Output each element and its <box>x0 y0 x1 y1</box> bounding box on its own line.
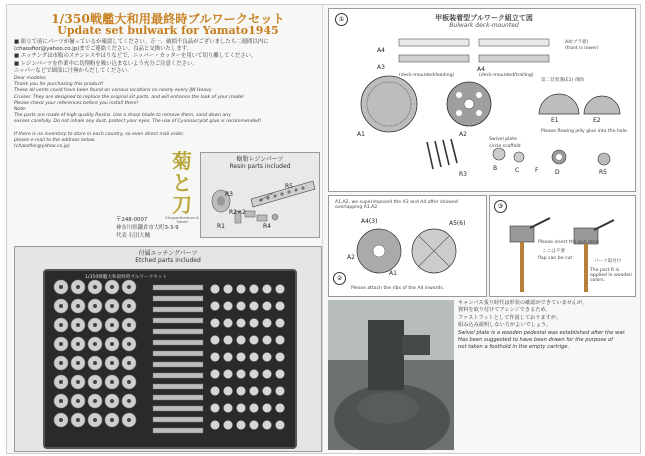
fret-part <box>263 404 272 413</box>
fret-part <box>110 380 114 384</box>
fret-part <box>110 323 114 327</box>
fret-part <box>110 342 114 346</box>
jp-note-line: ニッパーなどで細部に汁無からだしてください。 <box>14 67 133 74</box>
final-note-jp: 資料を取り付けてアレンジできるため、 <box>458 307 551 314</box>
final-note-en: Swivel plate is a wooden pedestal was established after the war. <box>458 329 626 336</box>
fret-part <box>153 351 203 356</box>
fret-part <box>127 304 131 308</box>
representative: 代表 石田大輔 <box>116 233 151 239</box>
en-note-line: If there is no inventory to store in each country, so even direct mail order, <box>14 131 185 137</box>
fret-part <box>127 342 131 346</box>
fret-part <box>224 302 233 311</box>
part-label: A4 <box>477 66 485 73</box>
fret-part <box>237 387 246 396</box>
part-label: F <box>535 167 539 174</box>
fret-part <box>211 353 220 362</box>
fret-part <box>153 417 203 422</box>
fret-part <box>237 404 246 413</box>
part-label: E1 <box>551 117 559 124</box>
fret-part <box>76 285 80 289</box>
en-note-line: Please check your references before you install them! <box>14 100 139 106</box>
fret-part <box>276 387 285 396</box>
fret-part <box>276 421 285 430</box>
fret-part <box>263 302 272 311</box>
fret-parts-illustration <box>45 271 295 447</box>
english-notes <box>14 76 314 150</box>
fret-part <box>237 353 246 362</box>
panel-note: (deck-mounted/leading) <box>399 73 455 78</box>
address-line: 神奈川県鎌倉市大町3-3-9 <box>116 225 179 231</box>
fret-part <box>59 399 63 403</box>
part-label: A4 <box>377 47 385 54</box>
part-label: B <box>493 165 498 172</box>
panel-note: A1,A2, we superimposed the A3 and A4 after showed overlapping A1,A2. <box>335 200 458 210</box>
title-english: Update set bulwark for Yamato1945 <box>57 24 279 37</box>
fret-part <box>153 285 203 290</box>
final-note-en: not taken a foothold in the empty cartrige. <box>458 344 570 351</box>
en-note-line: Dear modeler, <box>14 76 47 81</box>
fret-part <box>153 340 203 345</box>
en-note-line: The parts are made of high quality Resins. Use a sharp blade to remove them, sand down any <box>14 113 231 119</box>
fret-part <box>153 428 203 433</box>
fret-part <box>237 319 246 328</box>
panel-note: A4(プラ板) <box>565 40 589 45</box>
final-note-jp: ファストフットとして作図しておりますが、 <box>458 314 562 321</box>
fret-part <box>250 421 259 430</box>
fret-part <box>153 307 203 312</box>
fret-part <box>59 361 63 365</box>
panel-note: (front is lower) <box>565 46 599 51</box>
part-label: A1 <box>357 131 365 138</box>
fret-part <box>224 353 233 362</box>
step-number: ③ <box>494 200 507 213</box>
fret-part <box>276 319 285 328</box>
fret-part <box>153 395 203 400</box>
en-note-line: please e-mail to the address below. <box>14 137 96 143</box>
fret-part <box>153 384 203 389</box>
fret-part <box>153 406 203 411</box>
etched-parts-box <box>14 246 322 452</box>
panel-note: Please attach the ribs of the A4 inwards. <box>351 286 445 291</box>
resin-title-jp: 樹脂レジンパーツ <box>236 156 284 163</box>
panel-3-gun-deck <box>489 195 636 297</box>
postal-code: 〒248-0007 <box>116 217 148 223</box>
jp-note-line: (chaosfior@yahoo.co.jp)までご連絡ください。良品と交換いたします。 <box>14 46 192 53</box>
fret-part <box>127 323 131 327</box>
fret-part <box>237 336 246 345</box>
resin-label: R4 <box>263 223 271 230</box>
fret-part <box>224 387 233 396</box>
fret-part <box>211 336 220 345</box>
fret-part <box>211 319 220 328</box>
fret-part <box>211 370 220 379</box>
fret-part <box>250 336 259 345</box>
fret-part <box>59 285 63 289</box>
panel-note: (deck-mounted/trailing) <box>479 73 534 78</box>
fret-part <box>76 380 80 384</box>
part-label: D <box>555 169 560 176</box>
part-label: A2 <box>347 254 355 261</box>
part-label: C <box>515 167 520 174</box>
fret-part <box>110 399 114 403</box>
fret-part <box>224 285 233 294</box>
panel-2-overlap <box>328 195 487 297</box>
panel-note: パーツ取付け <box>594 259 622 264</box>
fret-part <box>237 302 246 311</box>
fret-part <box>76 418 80 422</box>
en-note-line: Cruiser. They are designed to replace the original kit parts, and will enhance the look of your model <box>14 94 244 100</box>
resin-label: R2×2 <box>229 209 246 216</box>
fret-part <box>153 329 203 334</box>
photo-illustration <box>328 300 454 450</box>
fret-part <box>224 370 233 379</box>
etched-box-header <box>15 250 321 264</box>
etched-title-en: Etched parts included <box>135 257 201 264</box>
panel-note: circle scaffold <box>489 144 521 149</box>
fret-part <box>59 304 63 308</box>
fret-part <box>127 285 131 289</box>
fret-part <box>276 302 285 311</box>
panel-note: 第二装着溝(E1) 削除 <box>541 78 585 83</box>
fret-part <box>93 418 97 422</box>
fret-part <box>211 285 220 294</box>
fret-part <box>250 353 259 362</box>
reference-photo <box>328 300 454 450</box>
panel-note: Swivel plate <box>489 137 517 142</box>
fret-part <box>250 387 259 396</box>
fret-part <box>263 285 272 294</box>
fret-part <box>59 342 63 346</box>
fret-part <box>211 387 220 396</box>
fret-part <box>153 318 203 323</box>
fret-part <box>224 421 233 430</box>
logo-char: 菊 <box>172 149 192 173</box>
resin-label: R5 <box>285 183 293 190</box>
final-note-jp: キャンバス張り時代は形状の確認ができていませんが、 <box>458 300 588 306</box>
resin-label: R1 <box>217 223 225 230</box>
fret-part <box>211 302 220 311</box>
fret-part <box>224 404 233 413</box>
panel-note: Please flowing jelly glue into the hole. <box>541 129 629 134</box>
part-label: E2 <box>593 117 601 124</box>
fret-part <box>110 304 114 308</box>
fret-part <box>93 323 97 327</box>
panel-note: The part R is applied in wooden colors. <box>590 268 633 283</box>
fret-part <box>263 421 272 430</box>
fret-part <box>76 323 80 327</box>
fret-part <box>224 336 233 345</box>
fret-part <box>110 418 114 422</box>
fret-part <box>93 304 97 308</box>
fret-part <box>263 353 272 362</box>
part-label: A3 <box>377 64 385 71</box>
etched-title-jp: 付属エッチングパーツ <box>138 250 198 257</box>
fret-part <box>76 399 80 403</box>
fret-part <box>237 285 246 294</box>
fret-part <box>127 418 131 422</box>
title-japanese: 1/350戦艦大和用最終時ブルワークセット <box>51 12 285 26</box>
fret-part <box>276 285 285 294</box>
resin-label: R3 <box>225 191 233 198</box>
address-block <box>116 216 179 240</box>
en-note-line: (chaosfior@yahoo.co.jp) <box>14 144 70 150</box>
fret-part <box>250 404 259 413</box>
logo-subtitle: Chrysanthemum & Sword <box>165 216 199 224</box>
fret-part <box>211 404 220 413</box>
panel-note: ここは不要 <box>542 249 565 254</box>
fret-part <box>110 361 114 365</box>
fret-label: 1/350戦艦大和最終時ブルワークセット <box>85 275 167 280</box>
fret-part <box>276 370 285 379</box>
panel-1-title-jp: 甲板装着型ブルワーク組立て図 <box>435 14 533 22</box>
fret-part <box>250 370 259 379</box>
fret-part <box>76 304 80 308</box>
jp-note-line: ■ 組立て前にパーツが揃っているか確認してください。万一、破損不良品がございましたら二週間以内に <box>14 39 269 45</box>
fret-part <box>93 399 97 403</box>
panel-note: Please insert the gun deck <box>538 240 600 245</box>
en-note-line: Thank you for purchasing this product! <box>14 82 104 88</box>
fret-part <box>93 342 97 346</box>
en-note-line: Note: <box>14 107 27 113</box>
fret-part <box>263 336 272 345</box>
fret-part <box>276 336 285 345</box>
en-note-line: excess carefully. Do not inhale any dust, protect your eyes. The use of Cyanoacrylat glue is recommended! <box>14 119 262 125</box>
fret-part <box>127 399 131 403</box>
part-label: A2 <box>459 131 467 138</box>
fret-part <box>153 362 203 367</box>
fret-part <box>263 387 272 396</box>
fret-part <box>153 296 203 301</box>
step-number: ① <box>335 13 348 26</box>
fret-part <box>76 342 80 346</box>
resin-parts-box <box>200 152 320 238</box>
panel-2-diagram <box>329 196 486 296</box>
logo-char: 刀 <box>172 193 192 217</box>
fret-part <box>127 380 131 384</box>
panel-1-title-en: Bulwark deck-mounted <box>449 22 519 29</box>
step-number: ② <box>333 272 346 285</box>
fret-part <box>237 370 246 379</box>
panel-note: flap can be cut <box>538 256 573 261</box>
final-note-jp: 組み込み説明しない方がよいでしょう。 <box>458 322 552 329</box>
fret-part <box>237 421 246 430</box>
fret-part <box>263 319 272 328</box>
fret-part <box>250 319 259 328</box>
fret-part <box>250 302 259 311</box>
fret-part <box>224 319 233 328</box>
fret-part <box>93 285 97 289</box>
jp-note-line: ■ レジンパーツを作業中に切削粉を吸い込まないよう充分ご注意ください。 <box>14 60 198 67</box>
part-label: A1 <box>389 270 397 277</box>
part-label: R3 <box>459 171 467 178</box>
fret-part <box>93 361 97 365</box>
resin-title-en: Resin parts included <box>229 163 291 170</box>
fret-part <box>127 361 131 365</box>
fret-part <box>76 361 80 365</box>
brand-logo <box>160 149 204 224</box>
part-label: A5(6) <box>449 220 466 227</box>
japanese-notes <box>14 39 314 75</box>
fret-part <box>276 404 285 413</box>
final-notes <box>458 300 634 352</box>
panel-1-diagram <box>329 9 635 191</box>
fret-part <box>250 285 259 294</box>
en-note-line: These all vents could have been found on various locations on nearly every IJN Heavy <box>14 88 212 94</box>
etched-fret <box>43 269 297 449</box>
fret-part <box>59 418 63 422</box>
fret-part <box>153 373 203 378</box>
jp-note-line: ■ エッチングは市販のステンレスやはりなどで、ニッパー・カッターを用いて切り離してください。 <box>14 53 257 60</box>
fret-part <box>59 380 63 384</box>
logo-char: と <box>172 171 192 195</box>
final-note-en: Has been suggested to have been drawn for the purpose of <box>458 337 613 344</box>
page-fold <box>322 4 323 452</box>
fret-part <box>93 380 97 384</box>
fret-part <box>110 285 114 289</box>
fret-part <box>263 370 272 379</box>
panel-1-bulwark-deck-mounted <box>328 8 636 192</box>
fret-part <box>59 323 63 327</box>
part-label: A4(3) <box>361 218 378 225</box>
fret-part <box>211 421 220 430</box>
fret-part <box>276 353 285 362</box>
part-label: R5 <box>599 169 607 176</box>
